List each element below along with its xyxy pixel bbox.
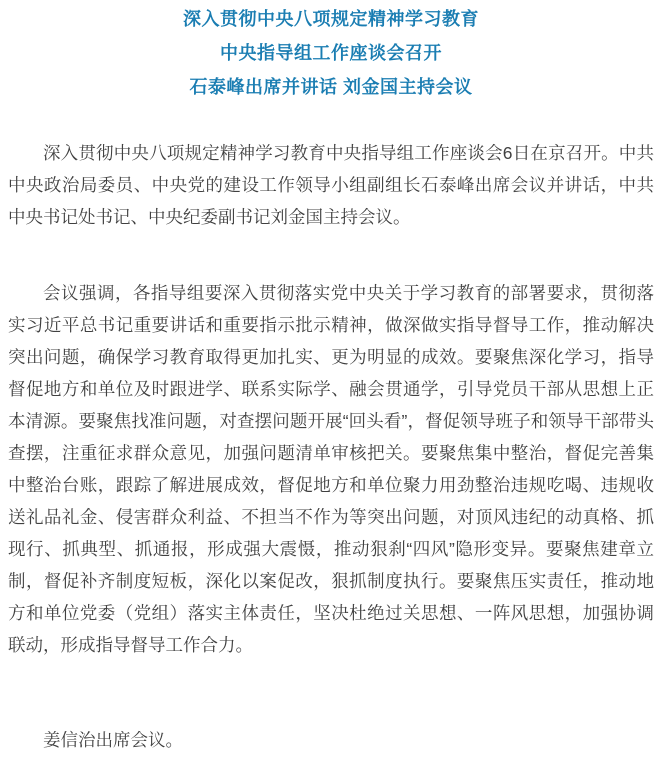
article-title-line-2: 中央指导组工作座谈会召开 xyxy=(220,43,442,63)
article-title-line-1: 深入贯彻中央八项规定精神学习教育 xyxy=(183,9,479,29)
article-body xyxy=(8,137,654,756)
article-paragraph-2: 会议强调，各指导组要深入贯彻落实党中央关于学习教育的部署要求，贯彻落实习近平总书记重要讲话和重要指示批示精神，做深做实指导督导工作，推动解决突出问题，确保学习教育取得更加扎实、更为明显的成效。要聚焦深化学习，指导督促地方和单位及时跟进学、联系实际学、融会贯通学，引导党员干部从思想上正本清源。要聚焦找准问题，对查摆问题开展“回头看”，督促领导班子和领导干部带头查摆，注重征求群众意见，加强问题清单审核把关。要聚焦集中整治，督促完善集中整治台账，跟踪了解进展成效，督促地方和单位聚力用劲整治违规吃喝、违规收送礼品礼金、侵害群众利益、不担当不作为等突出问题，对顶风违纪的动真格、抓现行、抓典型、抓通报，形成强大震慑，推动狠刹“四风”隐形变异。要聚焦建章立制，督促补齐制度短板，深化以案促改，狠抓制度执行。要聚焦压实责任，推动地方和单位党委（党组）落实主体责任，坚决杜绝过关思想、一阵风思想，加强协调联动，形成指导督导工作合力。 xyxy=(8,283,654,655)
article-paragraph-3: 姜信治出席会议。 xyxy=(43,730,183,750)
article-paragraph-1: 深入贯彻中央八项规定精神学习教育中央指导组工作座谈会6日在京召开。中共中央政治局委员、中央党的建设工作领导小组副组长石泰峰出席会议并讲话，中共中央书记处书记、中央纪委副书记刘金国主持会议。 xyxy=(8,143,654,227)
article-header xyxy=(8,2,654,104)
article-title-line-3: 石泰峰出席并讲话 刘金国主持会议 xyxy=(189,77,473,97)
